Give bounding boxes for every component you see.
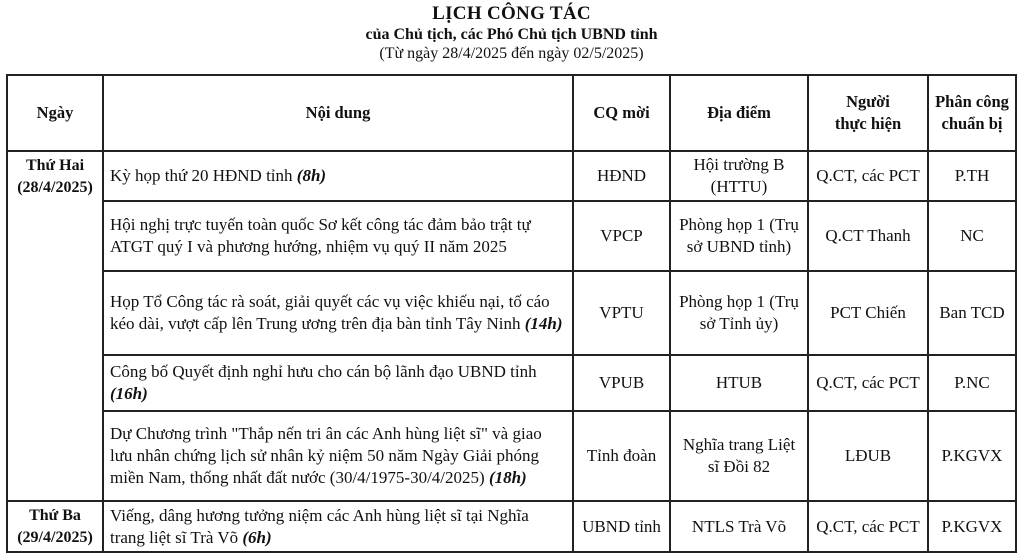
column-header-content: Nội dung [103,75,573,151]
column-header-agency: CQ mời [573,75,670,151]
prep-cell: P.TH [928,151,1016,201]
prep-cell: NC [928,201,1016,271]
table-row [7,151,1016,201]
agency-cell: HĐND [573,151,670,201]
day-name: Thứ Hai [25,157,85,174]
executor-cell: Q.CT, các PCT [808,355,928,411]
time-text: (6h) [242,527,272,547]
agency-cell: VPTU [573,271,670,355]
time-text: (18h) [488,468,527,487]
document-title: LỊCH CÔNG TÁC [432,3,591,24]
prep-cell: P.KGVX [928,501,1016,552]
prep-header-line1: Phân công [935,92,1009,111]
column-header-day: Ngày [7,75,103,151]
day-date: (28/4/2025) [17,179,93,196]
content-cell [103,355,573,411]
content-text: Hội nghị trực tuyến toàn quốc Sơ kết công tác đảm bảo trật tự ATGT quý I và phương hướng, nhiệm vụ quý II năm 2025 [110,215,531,256]
day-cell [7,151,103,501]
time-text: (14h) [524,314,563,333]
executor-cell: LĐUB [808,411,928,501]
content-cell [103,271,573,355]
agency-cell: VPUB [573,355,670,411]
location-cell: NTLS Trà Võ [670,501,808,552]
table-row [7,411,1016,501]
executor-cell: Q.CT Thanh [808,201,928,271]
content-text: Công bố Quyết định nghỉ hưu cho cán bộ lãnh đạo UBND tỉnh [110,362,537,381]
content-cell [103,411,573,501]
time-text: (16h) [110,384,148,403]
location-cell: Nghĩa trang Liệt sĩ Đồi 82 [670,411,808,501]
location-cell: Phòng họp 1 (Trụ sở UBND tỉnh) [670,201,808,271]
content-text: Dự Chương trình "Thắp nến tri ân các Anh hùng liệt sĩ" và giao lưu nhân chứng lịch sử nhân kỷ niệm 50 năm Ngày Giải phóng miền Nam, thống nhất đất nước (30/4/1975-30/4/2025) [110,424,542,487]
day-cell [7,501,103,552]
prep-header-line2: chuẩn bị [941,114,1003,133]
date-range: (Từ ngày 28/4/2025 đến ngày 02/5/2025) [379,45,644,62]
location-cell: Hội trường B (HTTU) [670,151,808,201]
day-date: (29/4/2025) [17,529,93,546]
document-subtitle: của Chủ tịch, các Phó Chủ tịch UBND tỉnh [365,26,658,43]
content-text: Viếng, dâng hương tưởng niệm các Anh hùng liệt sĩ tại Nghĩa trang liệt sĩ Trà Võ [110,505,529,547]
content-text: Kỳ họp thứ 20 HĐND tỉnh [110,166,297,185]
executor-cell: PCT Chiến [808,271,928,355]
content-cell [103,501,573,552]
prep-cell: P.NC [928,355,1016,411]
executor-header-line1: Người [846,92,890,111]
prep-cell: Ban TCD [928,271,1016,355]
document-header [0,0,1023,63]
schedule-table [6,74,1017,553]
executor-cell: Q.CT, các PCT [808,501,928,552]
content-text: Họp Tổ Công tác rà soát, giải quyết các vụ việc khiếu nại, tố cáo kéo dài, vượt cấp lên Trung ương trên địa bàn tỉnh Tây Ninh [110,292,550,333]
table-row [7,201,1016,271]
agency-cell: VPCP [573,201,670,271]
location-cell: Phòng họp 1 (Trụ sở Tỉnh ủy) [670,271,808,355]
executor-cell: Q.CT, các PCT [808,151,928,201]
executor-header-line2: thực hiện [834,114,902,133]
time-text: (8h) [296,166,327,185]
table-row [7,501,1016,552]
column-header-prep [928,75,1016,151]
agency-cell: UBND tỉnh [573,501,670,552]
table-header-row [7,75,1016,151]
day-name: Thứ Ba [29,507,81,524]
table-row [7,271,1016,355]
location-cell: HTUB [670,355,808,411]
prep-cell: P.KGVX [928,411,1016,501]
table-row [7,355,1016,411]
content-cell [103,201,573,271]
agency-cell: Tỉnh đoàn [573,411,670,501]
content-cell [103,151,573,201]
column-header-executor [808,75,928,151]
column-header-location: Địa điểm [670,75,808,151]
